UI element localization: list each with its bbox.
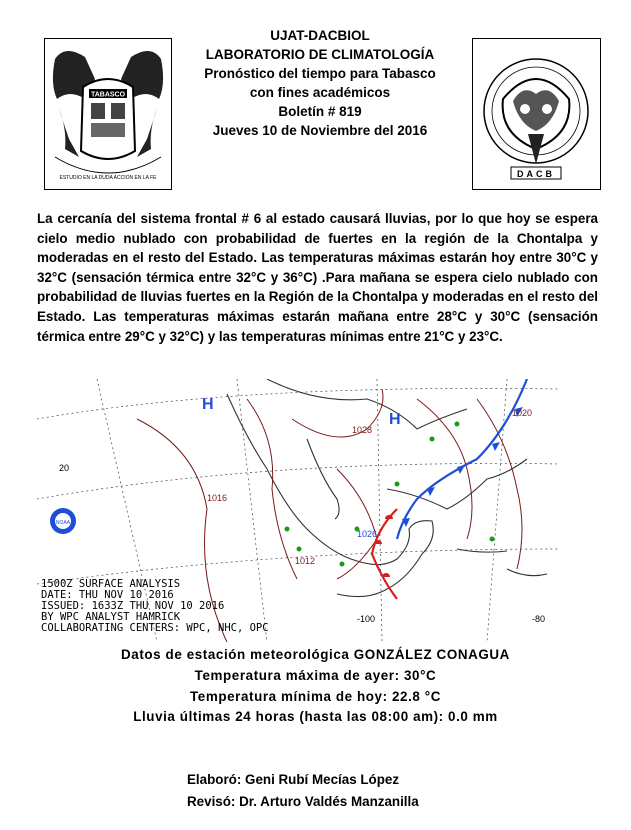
station-title: Datos de estación meteorológica GONZÁLEZ CONAGUA xyxy=(121,647,510,662)
logo-right-text: DACB xyxy=(517,169,555,179)
map-isobar-1026: 1026 xyxy=(357,529,378,539)
max-temp-yesterday: Temperatura máxima de ayer: 30°C xyxy=(194,667,437,683)
min-temp-today: Temperatura mínima de hoy: 22.8 °C xyxy=(190,688,441,704)
noaa-emblem xyxy=(50,508,76,534)
surface-analysis-map xyxy=(37,379,560,642)
forecast-paragraph: La cercanía del sistema frontal # 6 al estado causará lluvias, por lo que hoy se espera cielo medio nublado con probabilidad de fuertes en la región de la Chontalpa y moderadas en el resto del Estado. Las temperaturas máximas estarán hoy entre 30°C y 32°C (sensación térmica entre 32°C y 36°C) .Para mañana se espera cielo nublado con probabilidad de lluvias fuertes en la Región de la Chontalpa y moderadas en el resto del Estado. Las temperaturas máximas estarán mañana entre 28°C y 30°C (sensación térmica entre 29°C y 32°C) y las temperaturas mínimas entre 21°C y 23°C. xyxy=(37,211,598,344)
map-caption-3: ISSUED: 1633Z THU NOV 10 2016 xyxy=(41,600,225,612)
bulletin-subtitle-2: con fines académicos xyxy=(249,85,391,100)
bulletin-subtitle: Pronóstico del tiempo para Tabasco xyxy=(204,66,436,81)
bulletin-header xyxy=(175,26,465,140)
map-caption xyxy=(41,578,269,634)
dacb-logo xyxy=(472,38,601,190)
map-isobar-1020: 1020 xyxy=(512,408,533,418)
map-caption-2: DATE: THU NOV 10 2016 xyxy=(41,589,174,601)
institution: UJAT-DACBIOL xyxy=(270,28,370,43)
bulletin-date: Jueves 10 de Noviembre del 2016 xyxy=(212,123,428,138)
ujat-logo xyxy=(44,38,172,190)
credits xyxy=(187,769,419,813)
logo-left-motto: ESTUDIO EN LA DUDA ACCION EN LA FE xyxy=(59,175,157,181)
map-caption-4: BY WPC ANALYST HAMRICK xyxy=(41,611,181,623)
rain-24h: Lluvia últimas 24 horas (hasta las 08:00 am): 0.0 mm xyxy=(133,709,498,725)
map-isobar-1016: 1016 xyxy=(207,493,228,503)
map-caption-5: COLLABORATING CENTERS: WPC, NHC, OPC xyxy=(41,622,269,634)
map-lat-label: 20 xyxy=(59,463,70,473)
reviewer-credit: Revisó: Dr. Arturo Valdés Manzanilla xyxy=(187,794,419,809)
high-pressure-1: H xyxy=(202,396,214,413)
logo-left-text: TABASCO xyxy=(90,91,126,99)
map-caption-1: 1500Z SURFACE ANALYSIS xyxy=(41,578,181,590)
bulletin-number: Boletín # 819 xyxy=(278,104,362,119)
station-data xyxy=(0,645,631,728)
high-pressure-2: H xyxy=(389,411,401,428)
map-coastlines xyxy=(227,379,547,597)
map-lon-100: -100 xyxy=(357,614,376,624)
map-isobar-1012: 1012 xyxy=(295,556,316,566)
cold-front xyxy=(397,379,527,539)
station-plots xyxy=(285,422,495,567)
noaa-text: NOAA xyxy=(55,520,71,526)
author-credit: Elaboró: Geni Rubí Mecías López xyxy=(187,772,400,787)
laboratory: LABORATORIO DE CLIMATOLOGÍA xyxy=(205,47,435,62)
map-isobar-1028: 1028 xyxy=(352,425,373,435)
map-lon-80: -80 xyxy=(532,614,546,624)
